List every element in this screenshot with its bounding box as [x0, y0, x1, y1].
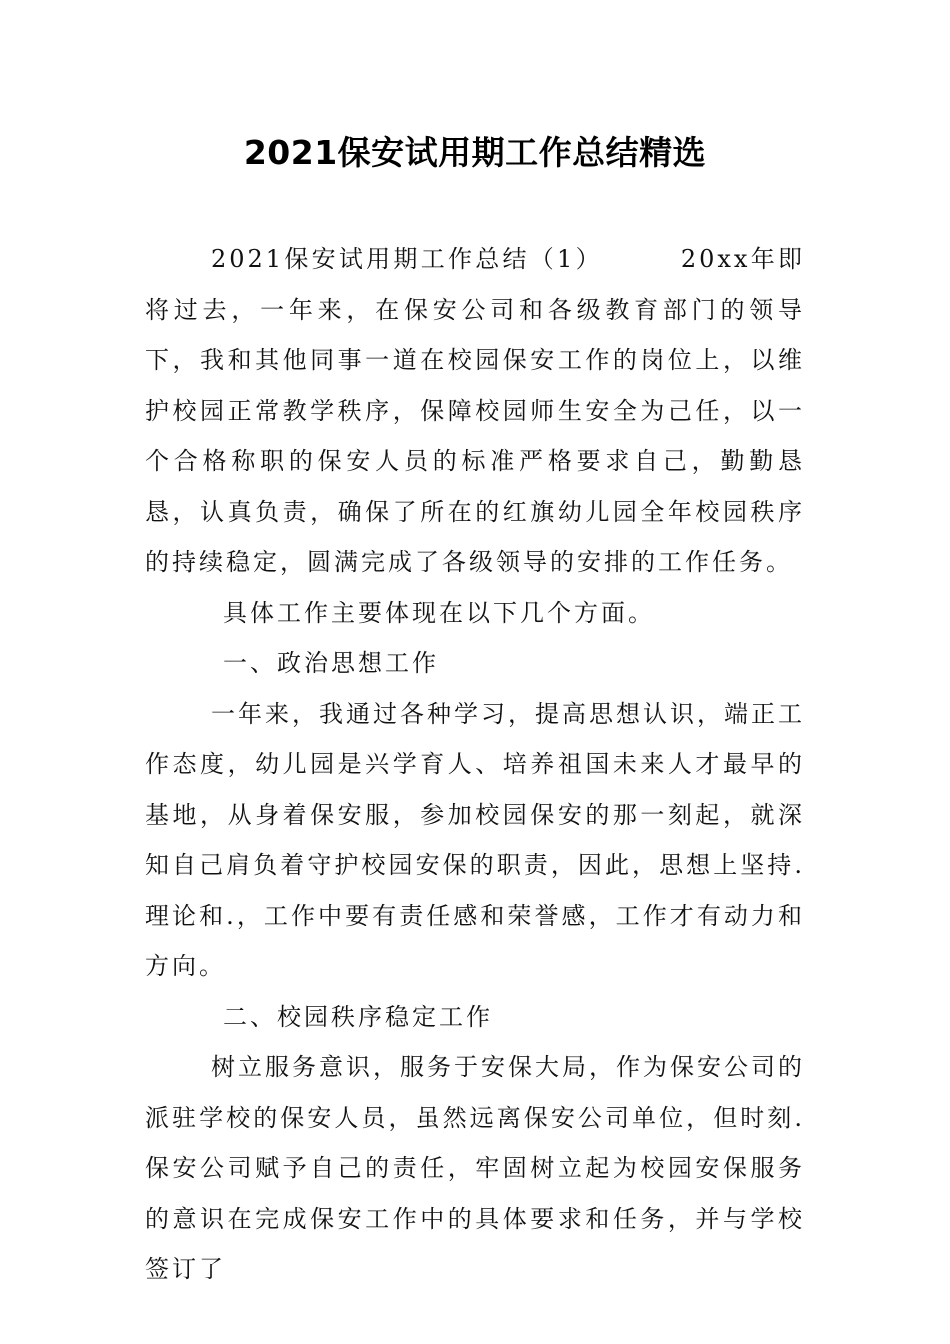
campus-order-paragraph: 树立服务意识，服务于安保大局，作为保安公司的派驻学校的保安人员，虽然远离保安公司单位，但时刻.保安公司赋予自己的责任，牢固树立起为校园安保服务的意识在完成保安工作中的具体要求和任务，并与学校签订了 — [145, 1053, 805, 1283]
section-heading-political: 一、政治思想工作 — [223, 649, 439, 677]
intro-paragraph — [145, 234, 805, 588]
aspects-intro-paragraph: 具体工作主要体现在以下几个方面。 — [223, 598, 655, 627]
document-body — [145, 234, 805, 1295]
intro-text: 20xx年即将过去，一年来，在保安公司和各级教育部门的领导下，我和其他同事一道在校园保安工作的岗位上，以维护校园正常教学秩序，保障校园师生安全为己任，以一个合格称职的保安人员的标准严格要求自己，勤勤恳恳，认真负责，确保了所在的红旗幼儿园全年校园秩序的持续稳定，圆满完成了各级领导的安排的工作任务。 — [145, 245, 805, 576]
section-heading-campus-order: 二、校园秩序稳定工作 — [223, 1002, 493, 1031]
intro-heading: 2021保安试用期工作总结（1） — [211, 245, 603, 273]
document-title: 2021保安试用期工作总结精选 — [243, 133, 707, 172]
political-work-paragraph: 一年来，我通过各种学习，提高思想认识，端正工作态度，幼儿园是兴学育人、培养祖国未来人才最早的基地，从身着保安服，参加校园保安的那一刻起，就深知自己肩负着守护校园安保的职责，因此，思想上坚持.理论和.，工作中要有责任感和荣誉感，工作才有动力和方向。 — [145, 699, 805, 980]
